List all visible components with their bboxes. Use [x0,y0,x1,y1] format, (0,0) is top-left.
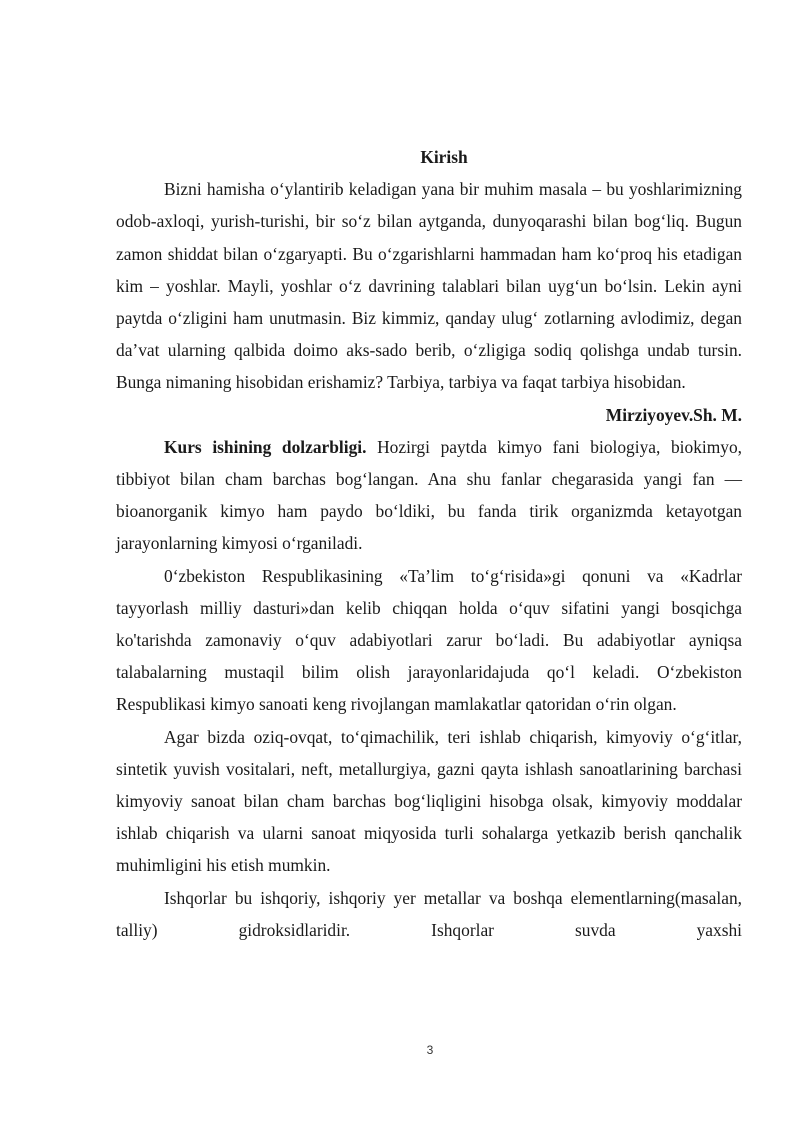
epigraph-paragraph: Bizni hamisha o‘ylantirib keladigan yana bir muhim masala – bu yoshlarimizning odob-axloqi, yurish-turishi, bir so‘z bilan aytganda, dunyoqarashi bilan bog‘liq. Bugun zamon shiddat bilan o‘zgaryapti. Bu o‘zgarishlarni hammadan ham ko‘proq his etadigan kim – yoshlar. Mayli, yoshlar o‘z davrining talablari bilan uyg‘un bo‘lsin. Lekin ayni paytda o‘zligini ham unutmasin. Biz kimmiz, qanday ulug‘ zotlarning avlodimiz, degan da’vat ularning qalbida doimo aks-sado berib, o‘zligiga sodiq qolishga undab tursin. Bunga nimaning hisobidan erishamiz? Tarbiya, tarbiya va faqat tarbiya hisobidan. [116,179,742,393]
body-paragraph-4: Ishqorlar bu ishqoriy, ishqoriy yer metallar va boshqa elementlarning(masalan, talliy) gidroksidlaridir. Ishqorlar suvda yaxshi [116,887,742,940]
relevance-text: Hozirgi paytda kimyo fani biologiya, biokimyo, tibbiyot bilan cham barchas bog‘langan. Ana shu fanlar chegarasida yangi fan — bioanorganik kimyo ham paydo bo‘ldiki, bu fanda tirik organizmda ketayotgan jarayonlarning kimyosi o‘rganiladi. [116,436,742,554]
epigraph-author: Mirziyoyev.Sh. M. [605,404,742,425]
section-title: Kirish [420,147,468,167]
body-paragraph-2: 0‘zbekiston Respublikasining «Ta’lim to‘g‘risida»gi qonuni va «Kadrlar tayyorlash milliy dasturi»dan kelib chiqqan holda o‘quv sifatini yangi bosqichga ko'tarishda zamonaviy o‘quv adabiyotlari zarur bo‘ladi. Bu adabiyotlar ayniqsa talabalarning mustaqil bilim olish jarayonlaridajuda qo‘l keladi. O‘zbekiston Respublikasi kimyo sanoati keng rivojlangan mamlakatlar qatoridan o‘rin olgan. [116,565,742,715]
relevance-paragraph [116,431,742,560]
body-paragraph-3: Agar bizda oziq-ovqat, to‘qimachilik, teri ishlab chiqarish, kimyoviy o‘g‘itlar, sintetik yuvish vositalari, neft, metallurgiya, gazni qayta ishlash sanoatlarining barchasi kimyoviy sanoat bilan cham barchas bog‘liqligini hisobga olsak, kimyoviy moddalar ishlab chiqarish va ularni sanoat miqyosida turli sohalarga yetkazib berish qanchalik muhimligini his etish mumkin. [116,726,742,876]
document-page [116,141,742,946]
relevance-lead: Kurs ishining dolzarbligi. [164,436,367,457]
page-number: 3 [426,1043,434,1057]
